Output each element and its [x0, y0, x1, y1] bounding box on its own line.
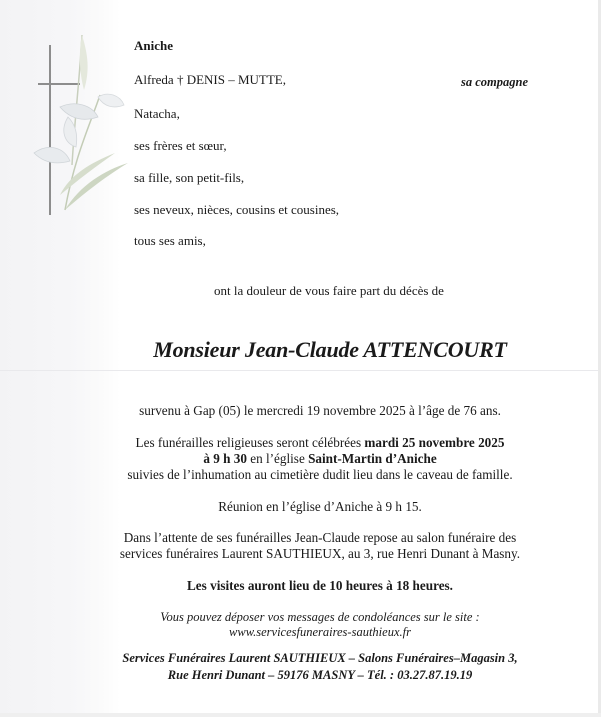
funeral-time: à 9 h 30	[203, 451, 247, 466]
announcement-text: ont la douleur de vous faire part du décès de	[214, 283, 444, 298]
page-edge-bottom	[0, 713, 601, 717]
funeral-line-2	[100, 451, 540, 467]
visits-line: Les visites auront lieu de 10 heures à 18 heures.	[187, 578, 453, 593]
footer-line: Services Funéraires Laurent SAUTHIEUX – Salons Funéraires–Magasin 3,	[122, 651, 518, 665]
family-member: tous ses amis,	[134, 233, 206, 248]
funeral-line-1	[100, 435, 540, 451]
family-member: Natacha,	[134, 106, 180, 121]
cross-lily-icon	[20, 35, 130, 225]
burial-line: suivies de l’inhumation au cimetière dudit lieu dans le caveau de famille.	[127, 467, 513, 482]
funeral-intro: Les funérailles religieuses seront célébrées	[135, 435, 365, 450]
family-member: ses neveux, nièces, cousins et cousines,	[134, 202, 340, 217]
family-member: ses frères et sœur,	[134, 138, 227, 153]
meeting-line: Réunion en l’église d’Aniche à 9 h 15.	[218, 499, 422, 514]
family-member-first: Alfreda † DENIS – MUTTE,	[134, 72, 286, 87]
death-line: survenu à Gap (05) le mercredi 19 novembre 2025 à l’âge de 76 ans.	[139, 403, 501, 418]
church-name: Saint-Martin d’Aniche	[308, 451, 437, 466]
town-name: Aniche	[134, 38, 173, 53]
rest-line: services funéraires Laurent SAUTHIEUX, au 3, rue Henri Dunant à Masny.	[119, 546, 521, 561]
family-member: sa fille, son petit-fils,	[134, 170, 245, 185]
condolences-website: www.servicesfuneraires-sauthieux.fr	[229, 625, 411, 639]
condolences-text: Vous pouvez déposer vos messages de condoléances sur le site :	[160, 610, 480, 624]
church-intro: en l’église	[246, 451, 309, 466]
footer-line: Rue Henri Dunant – 59176 MASNY – Tél. : 03.27.87.19.19	[167, 668, 473, 682]
deceased-name: Monsieur Jean-Claude ATTENCOURT	[153, 337, 507, 362]
fold-line	[0, 370, 601, 371]
funeral-date: mardi 25 novembre 2025	[364, 435, 505, 450]
family-relation: sa compagne	[461, 75, 529, 89]
rest-line: Dans l’attente de ses funérailles Jean-Claude repose au salon funéraire des	[123, 530, 517, 545]
